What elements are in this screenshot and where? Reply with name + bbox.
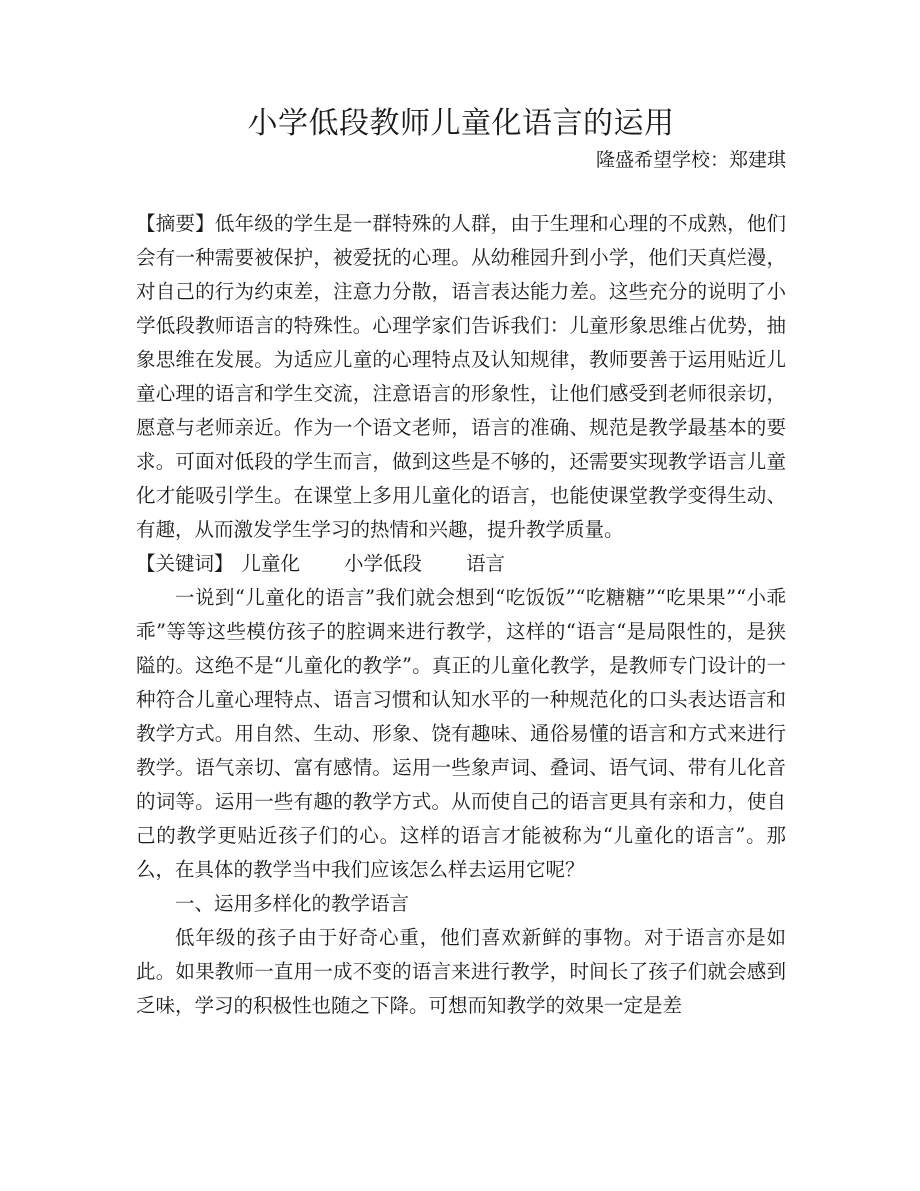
section-heading: 一、运用多样化的教学语言 bbox=[175, 892, 410, 915]
page-title: 小学低段教师儿童化语言的运用 bbox=[247, 106, 675, 141]
intro-paragraph: 一说到“儿童化的语言”我们就会想到“吃饭饭”“吃糖糖”“吃果果”“小乖乖”等等这些模仿孩子的腔调来进行教学，这样的“语言“是局限性的，是狭隘的。这绝不是“儿童化的教学”。真正的儿童化教学，是教师专门设计的一种符合儿童心理特点、语言习惯和认知水平的一种规范化的口头表达语言和教学方式。用自然、生动、形象、饶有趣味、通俗易懂的语言和方式来进行教学。语气亲切、富有感情。运用一些象声词、叠词、语气词、带有儿化音的词等。运用一些有趣的教学方式。从而使自己的语言更具有亲和力，使自己的教学更贴近孩子们的心。这样的语言才能被称为“儿童化的语言”。那么，在具体的教学当中我们应该怎么样去运用它呢？ bbox=[136, 586, 786, 881]
keyword-item: 儿童化 bbox=[241, 552, 301, 575]
keyword-item: 小学低段 bbox=[344, 552, 423, 575]
keywords-label: 【关键词】 bbox=[136, 552, 234, 575]
section-paragraph: 低年级的孩子由于好奇心重，他们喜欢新鲜的事物。对于语言亦是如此。如果教师一直用一成不变的语言来进行教学，时间长了孩子们就会感到乏味，学习的积极性也随之下降。可想而知教学的效果一定是差 bbox=[136, 926, 786, 1017]
keyword-item: 语言 bbox=[466, 552, 506, 575]
abstract-label: 【摘要】 bbox=[136, 212, 215, 235]
abstract-paragraph bbox=[136, 207, 786, 547]
document-page bbox=[136, 0, 786, 1023]
author-line: 隆盛希望学校：郑建琪 bbox=[595, 149, 786, 171]
abstract-text: 低年级的学生是一群特殊的人群，由于生理和心理的不成熟，他们会有一种需要被保护，被爱抚的心理。从幼稚园升到小学，他们天真烂漫，对自己的行为约束差，注意力分散，语言表达能力差。这些充分的说明了小学低段教师语言的特殊性。心理学家们告诉我们：儿童形象思维占优势，抽象思维在发展。为适应儿童的心理特点及认知规律，教师要善于运用贴近儿童心理的语言和学生交流，注意语言的形象性，让他们感受到老师很亲切，愿意与老师亲近。作为一个语文老师，语言的准确、规范是教学最基本的要求。可面对低段的学生而言，做到这些是不够的，还需要实现教学语言儿童化才能吸引学生。在课堂上多用儿童化的语言，也能使课堂教学变得生动、有趣，从而激发学生学习的热情和兴趣，提升教学质量。 bbox=[136, 212, 786, 541]
keywords-row bbox=[136, 547, 786, 581]
